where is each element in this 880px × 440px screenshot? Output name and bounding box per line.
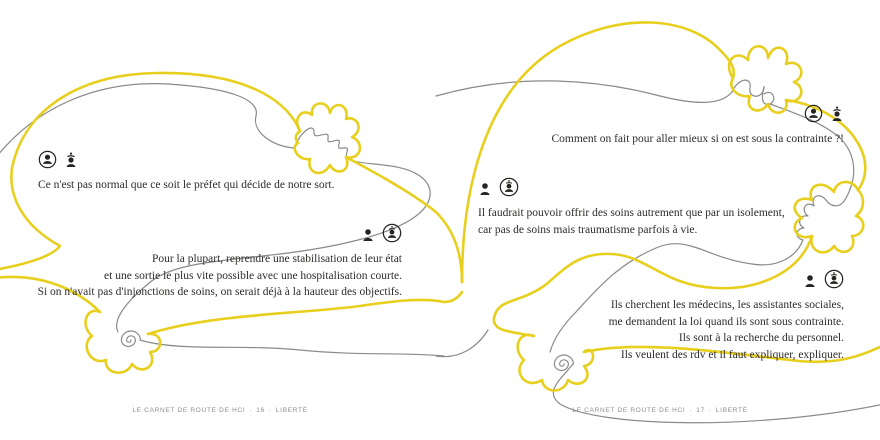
yellow-flower-blob-right-edge (795, 182, 863, 252)
gray-gutter-connector (436, 330, 488, 357)
quote-line: Si on n'avait pas d'injonctions de soins, on serait déjà à la hauteur des objectifs. (37, 286, 402, 298)
footer-book-title: LE CARNET DE ROUTE DE HCI (132, 407, 246, 414)
gray-wave-scribble-top-right (732, 80, 774, 104)
person-icon (361, 227, 375, 249)
gray-spiral-right (554, 355, 573, 371)
footer-theme: LIBERTÉ (275, 407, 308, 414)
quote-block-medecins (609, 274, 844, 363)
quote-line: Ils sont à la recherche du personnel. (678, 332, 844, 344)
speaker-icons (38, 154, 335, 174)
yellow-spiral-blob-right (518, 335, 593, 391)
gray-spiral-left (121, 331, 140, 347)
speaker-icons (609, 274, 844, 294)
quote-line: Pour la plupart, reprendre une stabilisation de leur état (151, 253, 402, 265)
gray-spring-scribble-right (797, 196, 846, 240)
quote-line: Il faudrait pouvoir offrir des soins autrement que par un isolement, (478, 207, 785, 219)
person-circled-icon (38, 150, 57, 175)
quote-block-contrainte (551, 108, 844, 148)
person-icon (478, 181, 492, 203)
footer-theme: LIBERTÉ (715, 407, 748, 414)
footer-separator: · (689, 407, 693, 414)
quote-line: et une sortie le plus vite possible avec une hospitalisation courte. (104, 269, 402, 282)
person-hat-circled-icon (499, 177, 519, 203)
speaker-icons (38, 228, 402, 248)
quote-block-stabilisation (38, 228, 402, 301)
footer-book-title: LE CARNET DE ROUTE DE HCI (572, 407, 686, 414)
person-icon (803, 273, 817, 295)
footer-separator: · (268, 407, 272, 414)
yellow-flower-blob-top-right (729, 46, 801, 112)
footer-page-number: 16 (256, 407, 265, 414)
footer-separator: · (249, 407, 253, 414)
quote-line: Comment on fait pour aller mieux si on est sous la contrainte ?! (551, 133, 844, 145)
quote-line: Ce n'est pas normal que ce soit le préfet qui décide de notre sort. (38, 179, 335, 191)
speaker-icons (478, 182, 785, 202)
quote-line: Ils cherchent les médecins, les assistantes sociales, (610, 299, 844, 311)
footer-separator: · (708, 407, 712, 414)
footer-right-page (440, 407, 880, 414)
quote-block-prefet (38, 154, 335, 194)
person-hat-circled-icon (824, 269, 844, 295)
quote-line: me demandent la loi quand ils sont sous contrainte. (608, 315, 844, 328)
gray-left-bottom-wave (140, 340, 444, 356)
person-hat-icon (830, 106, 844, 129)
footer-page-number: 17 (696, 407, 705, 414)
quote-block-isolement (478, 182, 785, 238)
footer-left-page (0, 407, 440, 414)
quote-line: Ils veulent des rdv et il faut expliquer, expliquer. (620, 348, 844, 361)
person-circled-icon (804, 104, 823, 129)
gray-right-arc (436, 81, 732, 103)
person-hat-icon (64, 152, 78, 175)
person-hat-circled-icon (382, 223, 402, 249)
speaker-icons (551, 108, 844, 128)
yellow-right-big-arch (462, 22, 734, 282)
quote-line: car pas de soins mais traumatisme parfois à vie. (478, 223, 698, 236)
